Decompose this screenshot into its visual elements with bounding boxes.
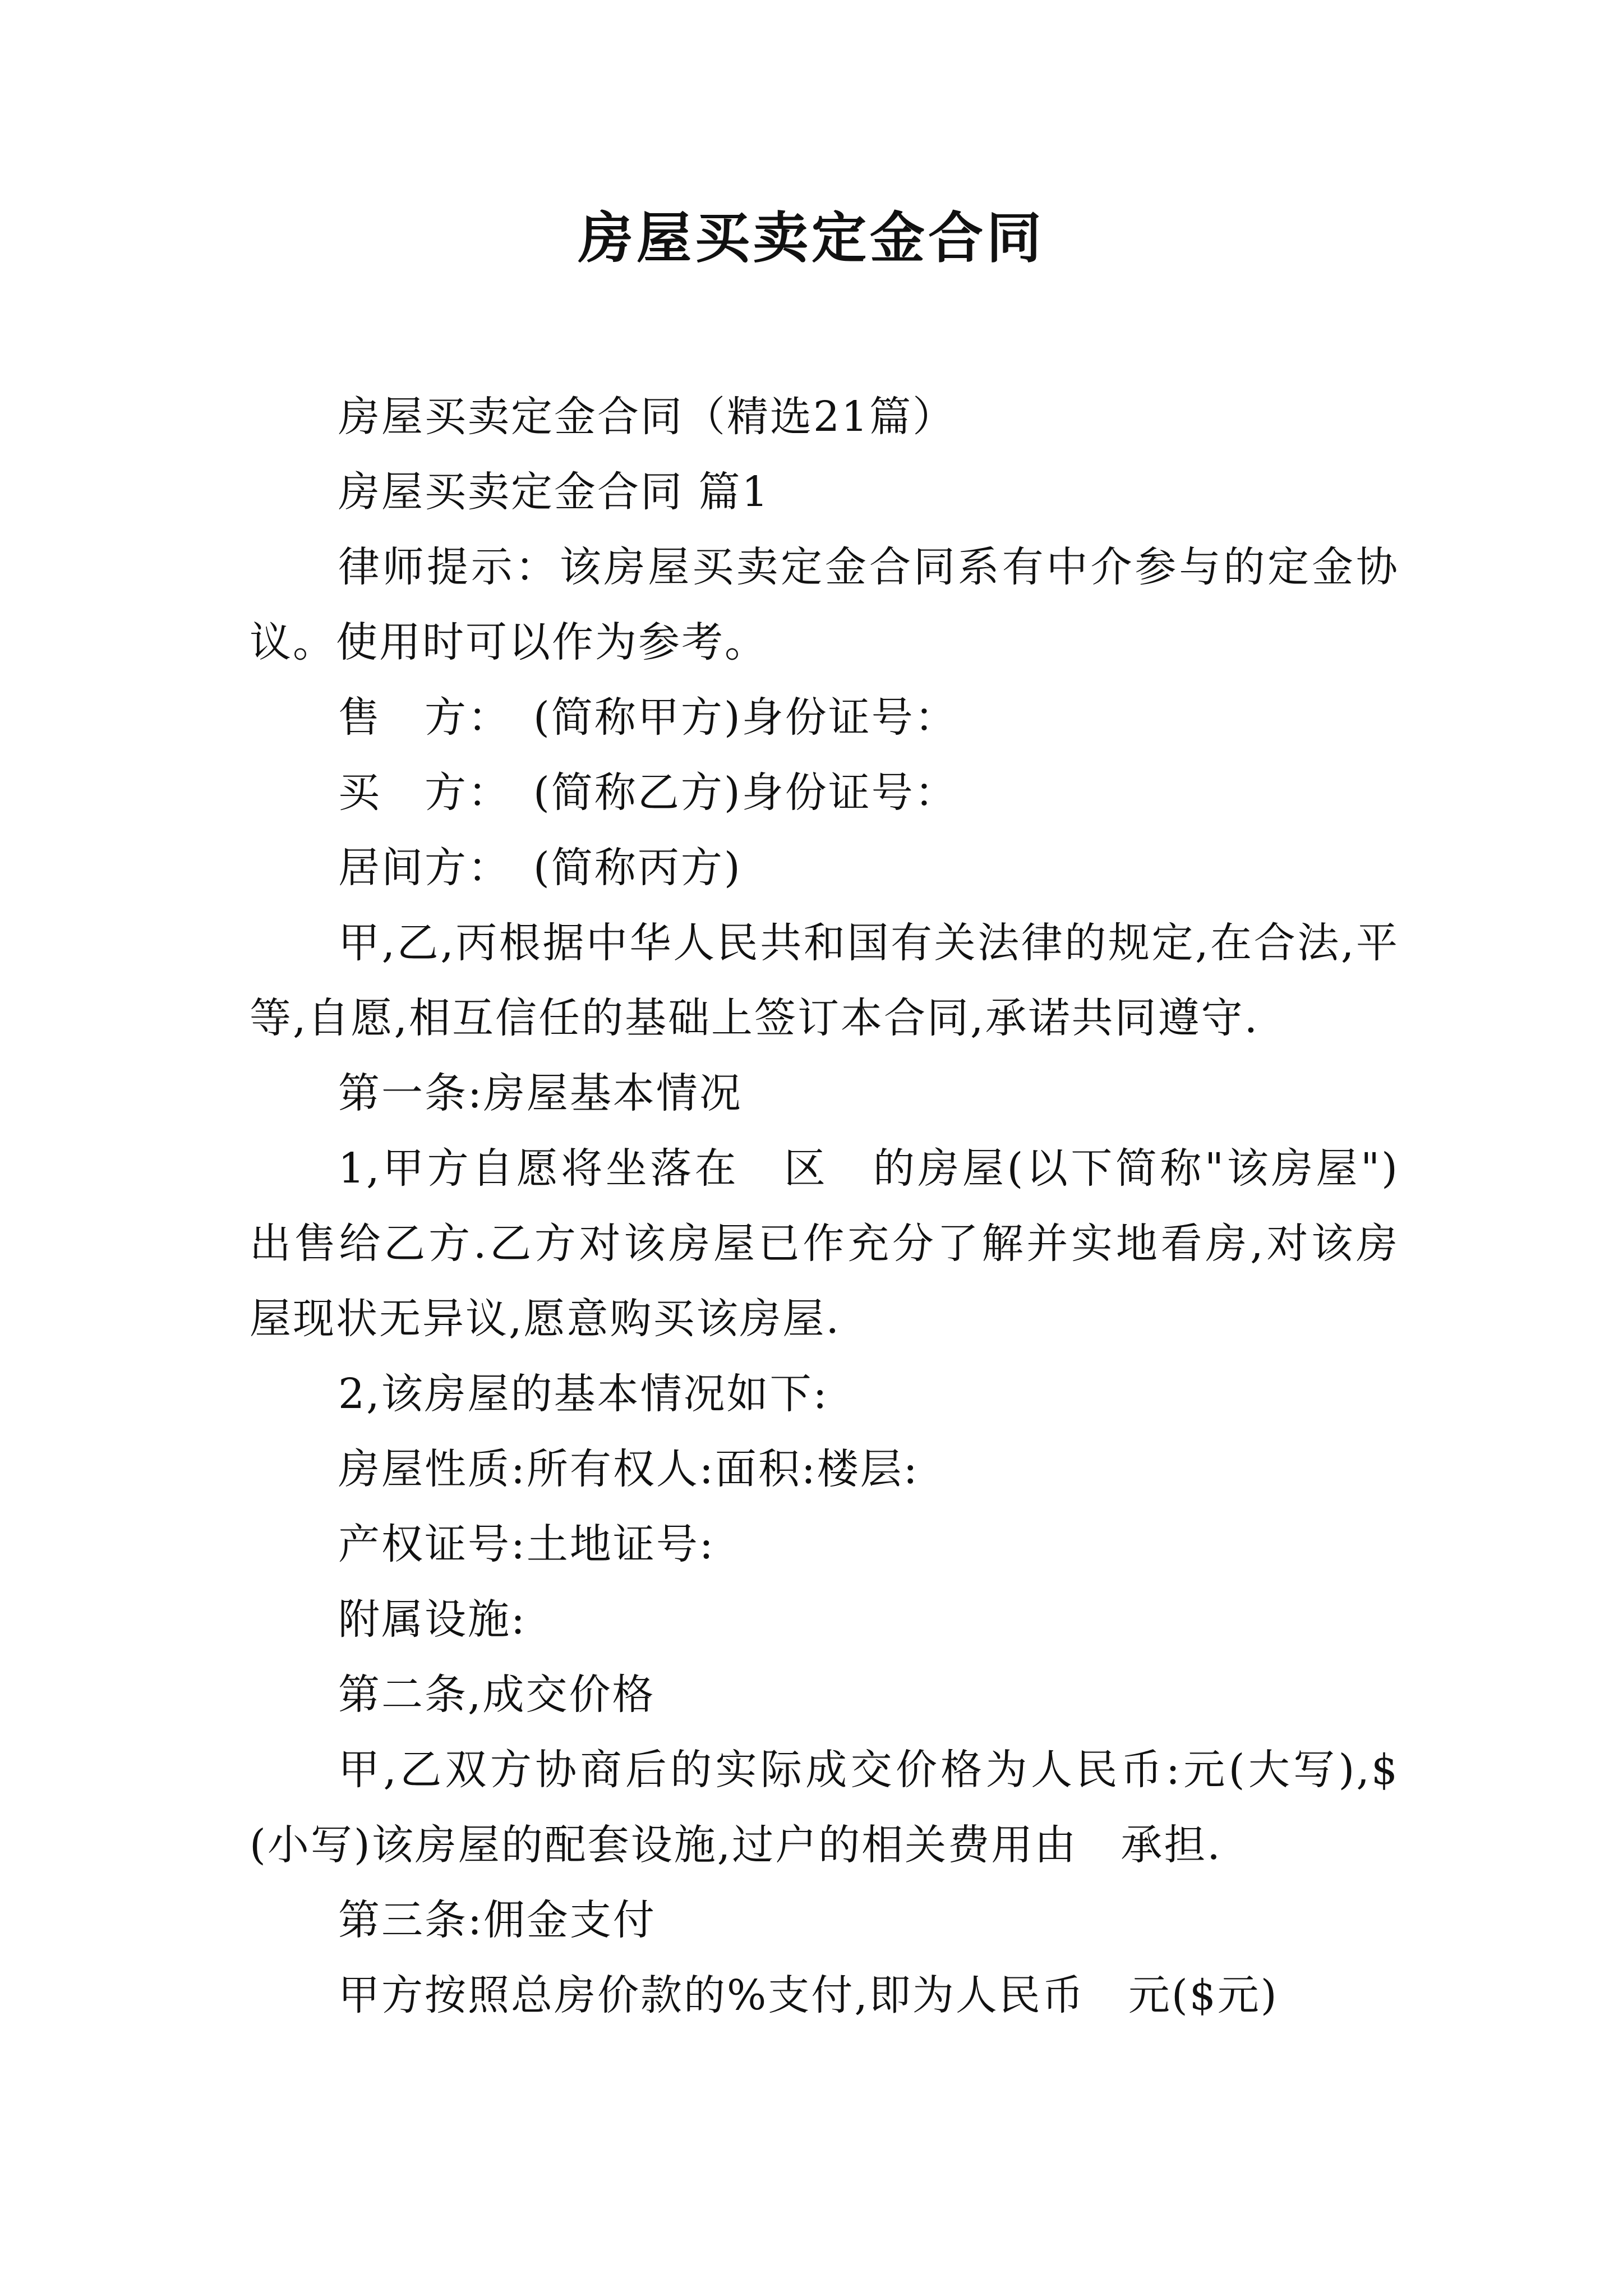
paragraph-article-1-heading: 第一条:房屋基本情况: [338, 1069, 743, 1117]
paragraph-subtitle: 房屋买卖定金合同（精选21篇）: [338, 393, 956, 441]
paragraph-article-1-item-2: 2,该房屋的基本情况如下:: [338, 1370, 829, 1418]
paragraph-article-1-item-1: 1,甲方自愿将坐落在 区 的房屋(以下简称"该房屋")出售给乙方.乙方对该房屋已作充分了解并实地看房,对该房屋现状无异议,愿意购买该房屋.: [250, 1144, 1399, 1343]
paragraph-article-3-heading: 第三条:佣金支付: [338, 1896, 656, 1944]
document-body: [250, 379, 1442, 2033]
paragraph-property-nature: 房屋性质:所有权人:面积:楼层:: [338, 1445, 919, 1493]
paragraph-certificate-numbers: 产权证号:土地证号:: [338, 1520, 715, 1568]
paragraph-seller: 售 方： (简称甲方)身份证号：: [338, 693, 958, 742]
paragraph-article-2-price: 甲,乙双方协商后的实际成交价格为人民币:元(大写),$ (小写)该房屋的配套设施,过户的相关费用由 承担.: [250, 1746, 1442, 1869]
paragraph-lawyer-note: 律师提示：该房屋买卖定金合同系有中介参与的定金协议。使用时可以作为参考。: [250, 543, 1399, 666]
paragraph-buyer: 买 方： (简称乙方)身份证号：: [338, 769, 958, 817]
paragraph-preamble: 甲,乙,丙根据中华人民共和国有关法律的规定,在合法,平等,自愿,相互信任的基础上签订本合同,承诺共同遵守.: [250, 919, 1399, 1042]
paragraph-article-2-heading: 第二条,成交价格: [338, 1671, 656, 1719]
paragraph-article-3-commission: 甲方按照总房价款的%支付,即为人民币 元($元): [338, 1971, 1279, 2019]
paragraph-facilities: 附属设施:: [338, 1595, 527, 1644]
paragraph-section-heading: 房屋买卖定金合同 篇1: [338, 468, 770, 516]
document-title: 房屋买卖定金合同: [578, 206, 1045, 270]
paragraph-intermediary: 居间方： (简称丙方): [338, 844, 742, 892]
